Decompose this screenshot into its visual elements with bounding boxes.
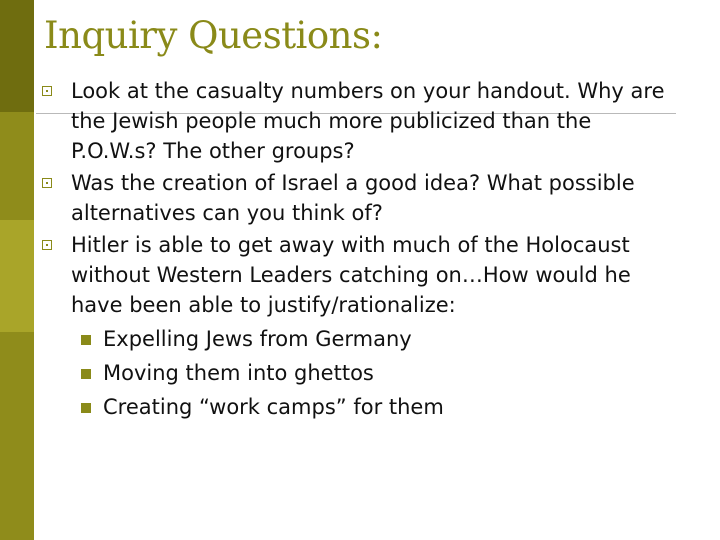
sub-bullet-text: Moving them into ghettos <box>103 361 374 385</box>
sidebar-block-mid <box>0 112 34 220</box>
sub-bullet-item <box>42 390 682 424</box>
bullet-text: Was the creation of Israel a good idea? What possible alternatives can you think of? <box>71 171 635 225</box>
filled-square-bullet-icon <box>81 335 91 345</box>
sub-bullet-text: Creating “work camps” for them <box>103 395 444 419</box>
sidebar-block-mid-bottom <box>0 332 34 540</box>
sub-bullet-item <box>42 356 682 390</box>
slide-content <box>42 76 682 424</box>
filled-square-bullet-icon <box>81 369 91 379</box>
hollow-square-bullet-icon <box>42 178 52 188</box>
sidebar-block-dark <box>0 0 34 112</box>
hollow-square-bullet-icon <box>42 86 52 96</box>
bullet-item <box>42 168 682 228</box>
sub-bullet-item <box>42 322 682 356</box>
sidebar-block-light <box>0 220 34 332</box>
sidebar-decoration <box>0 0 34 540</box>
bullet-item <box>42 230 682 320</box>
filled-square-bullet-icon <box>81 403 91 413</box>
bullet-text: Hitler is able to get away with much of the Holocaust without Western Leaders catching on…How would he have been able to justify/rationalize: <box>71 233 631 317</box>
hollow-square-bullet-icon <box>42 240 52 250</box>
slide-title: Inquiry Questions: <box>44 14 383 57</box>
sub-bullet-text: Expelling Jews from Germany <box>103 327 412 351</box>
bullet-item <box>42 76 682 166</box>
bullet-text: Look at the casualty numbers on your handout. Why are the Jewish people much more publicized than the P.O.W.s? The other groups? <box>71 79 665 163</box>
